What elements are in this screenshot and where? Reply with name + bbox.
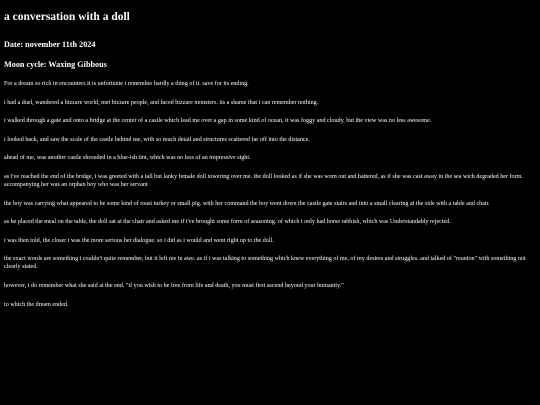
entry-date: Date: november 11th 2024: [4, 40, 96, 49]
paragraph-2: i had a duel, wandered a bizzare world, met bizzare people, and faced bizzare monsters. its a shame that i can remember nothing.: [4, 99, 319, 106]
paragraph-5: ahead of me, was another castle shrouded in a blue-ish tint, which was no less of an impressive sight.: [4, 155, 251, 162]
paragraph-6: as i've reached the end of the bridge, i was greeted with a tall but lanky female doll towering over me. the doll looked as if she was worn out and battered, as if she was cast away in the sea wich degraded her form. accompanying her was an orphan boy who was her servant: [4, 173, 523, 188]
paragraph-3: i walked through a gate and onto a bridge at the center of a castle which lead me over a gap in some kind of ocean, it was foggy and cloudy, but the view was no less awesome.: [4, 118, 432, 125]
paragraph-4: i looked back, and saw the scale of the castle behind me, with so much detail and structures scattered far off into the distance.: [4, 136, 310, 143]
paragraph-12: to which the dream ended.: [4, 301, 69, 308]
paragraph-10: the exact words are something i couldn't quite remember, but it left me in awe. as if i was talking to something which knew everything of me, of my desires and struggles. and talked of "reunion" with something not clearly stated.: [4, 256, 526, 271]
paragraph-7: the boy was carrying what appeared to be some kind of roast turkey or small pig. with her command the boy went down the castle gate stairs and into a small clearing at the side with a table and chair.: [4, 200, 490, 207]
paragraph-8: as he placed the meal on the table, the doll sat at the chair and asked me if i've brought some form of seasoning. of which i only had horse rabbish, which was Understandably rejected.: [4, 219, 451, 226]
paragraph-9: i was then told, the closer i was the more serious her dialogue. so i did as i would and went right up to the doll.: [4, 237, 274, 244]
page-title: a conversation with a doll: [4, 11, 130, 23]
paragraph-1: For a dream so rich in encounters it is unfortunte i remember hardly a thing of it. save for its ending.: [4, 81, 249, 87]
paragraph-11: however, i do remember what she said at the end. "if you wish to be free from life and death, you must first ascend beyond your humanity.": [4, 282, 344, 289]
moon-cycle: Moon cycle: Waxing Gibbous: [4, 60, 107, 69]
